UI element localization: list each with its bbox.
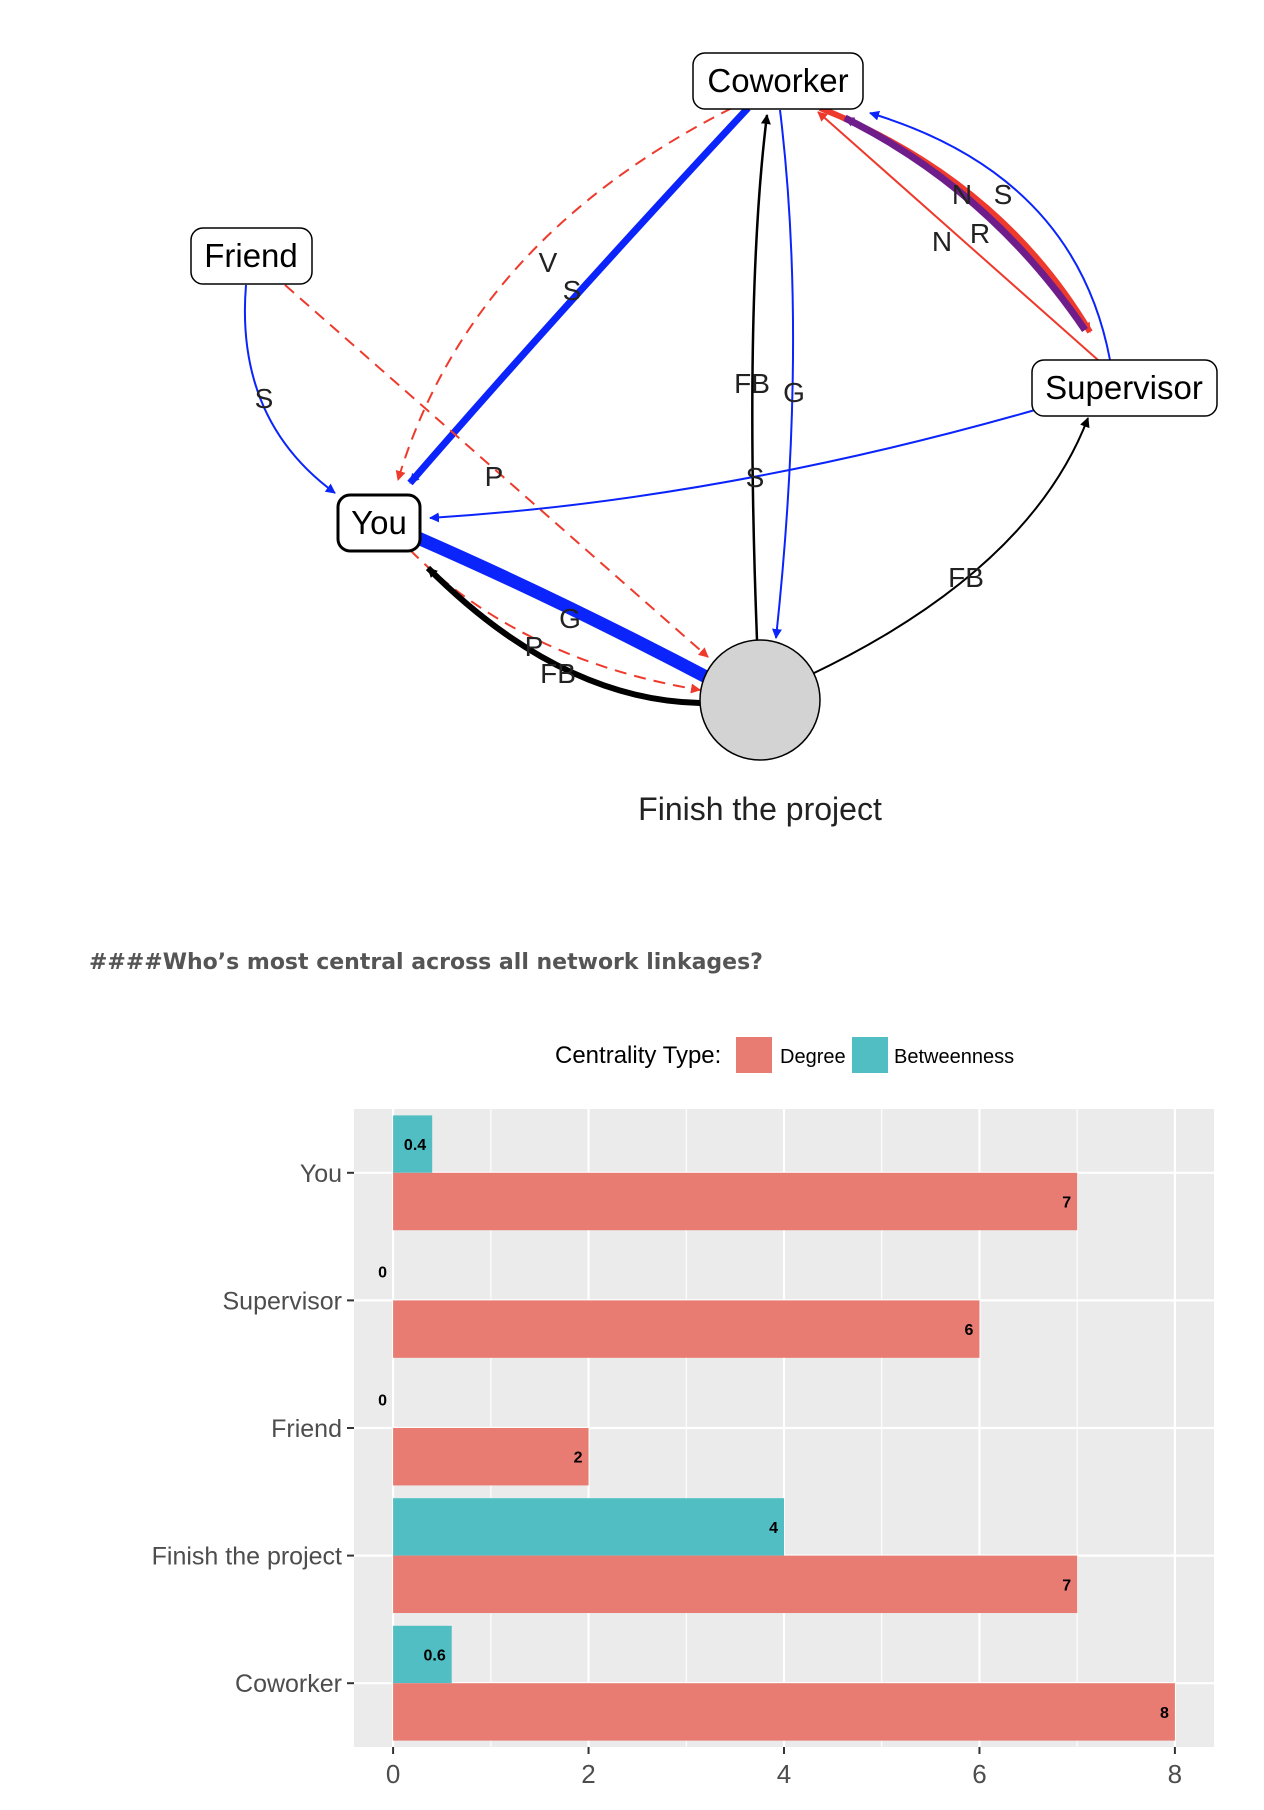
edge-label-p-bottom: P: [524, 631, 544, 662]
edge-label-v: V: [538, 247, 558, 278]
x-tick-label: 6: [972, 1759, 987, 1789]
edge-coworker-project: [776, 110, 793, 638]
bar-label-betweenness: 0.4: [403, 1137, 427, 1155]
node-you: [338, 495, 420, 551]
edge-coworker-supervisor-n: [820, 108, 1090, 332]
bar-degree: [393, 1300, 979, 1357]
y-tick-label: Supervisor: [222, 1287, 342, 1316]
bar-label-degree: 2: [573, 1449, 583, 1467]
bar-label-betweenness: 0: [378, 1264, 388, 1282]
legend-key-betweenness: [852, 1037, 888, 1073]
edge-label-s-friend: S: [254, 383, 274, 414]
legend-label-betweenness: Betweenness: [894, 1046, 1015, 1068]
node-supervisor: [1032, 360, 1217, 416]
bar-degree: [393, 1556, 1077, 1613]
edge-supervisor-you: [430, 410, 1035, 518]
bar-label-betweenness: 0: [378, 1392, 388, 1410]
edge-label-r: R: [969, 218, 991, 249]
edge-label-n1: N: [951, 179, 973, 210]
x-tick-label: 8: [1167, 1759, 1183, 1789]
y-tick-label: Friend: [271, 1415, 342, 1443]
edge-label-s-coworker-you: S: [562, 275, 582, 306]
edge-label-s-top: S: [993, 179, 1013, 210]
node-label-project: Finish the project: [638, 791, 882, 827]
bar-label-betweenness: 0.6: [423, 1647, 446, 1665]
centrality-bar-chart: [0, 1000, 1264, 1810]
bar-degree: [393, 1173, 1077, 1230]
legend-label-degree: Degree: [780, 1046, 846, 1068]
edge-label-s-center: S: [745, 462, 765, 493]
x-tick-label: 2: [581, 1759, 596, 1789]
edge-label-g-mid: G: [783, 377, 805, 408]
y-tick-label: Finish the project: [151, 1542, 342, 1571]
edge-label-g-bottom: G: [559, 603, 581, 634]
edge-label-n2: N: [931, 226, 953, 257]
node-label-coworker: Coworker: [707, 62, 849, 99]
edge-label-fb-bottom: FB: [540, 658, 576, 689]
bar-degree: [393, 1428, 588, 1485]
node-label-you: You: [351, 504, 407, 541]
edge-label-p-upper: P: [484, 461, 504, 492]
node-label-supervisor: Supervisor: [1045, 369, 1203, 406]
legend-key-degree: [736, 1037, 772, 1073]
node-project: [638, 640, 882, 827]
bar-label-betweenness: 4: [769, 1519, 778, 1537]
bar-degree: [393, 1683, 1175, 1740]
y-tick-label: You: [299, 1159, 342, 1188]
chart-heading: ####Who’s most central across all network linkages?: [89, 950, 763, 975]
bar-label-degree: 7: [1062, 1577, 1072, 1595]
x-tick-label: 4: [776, 1759, 792, 1789]
node-friend: [191, 228, 312, 284]
bar-label-degree: 6: [964, 1322, 974, 1340]
bar-label-degree: 8: [1160, 1704, 1169, 1722]
x-tick-label: 0: [385, 1759, 401, 1789]
network-diagram: [0, 0, 1264, 860]
node-label-friend: Friend: [204, 237, 298, 274]
edge-label-fb-mid: FB: [734, 368, 770, 399]
bar-betweenness: [393, 1498, 784, 1555]
edge-label-fb-right: FB: [948, 562, 984, 593]
chart-legend: [555, 1037, 1014, 1073]
bar-label-degree: 7: [1062, 1194, 1072, 1212]
legend-title: Centrality Type:: [555, 1042, 722, 1069]
y-tick-label: Coworker: [235, 1670, 342, 1699]
node-coworker: [693, 53, 863, 109]
